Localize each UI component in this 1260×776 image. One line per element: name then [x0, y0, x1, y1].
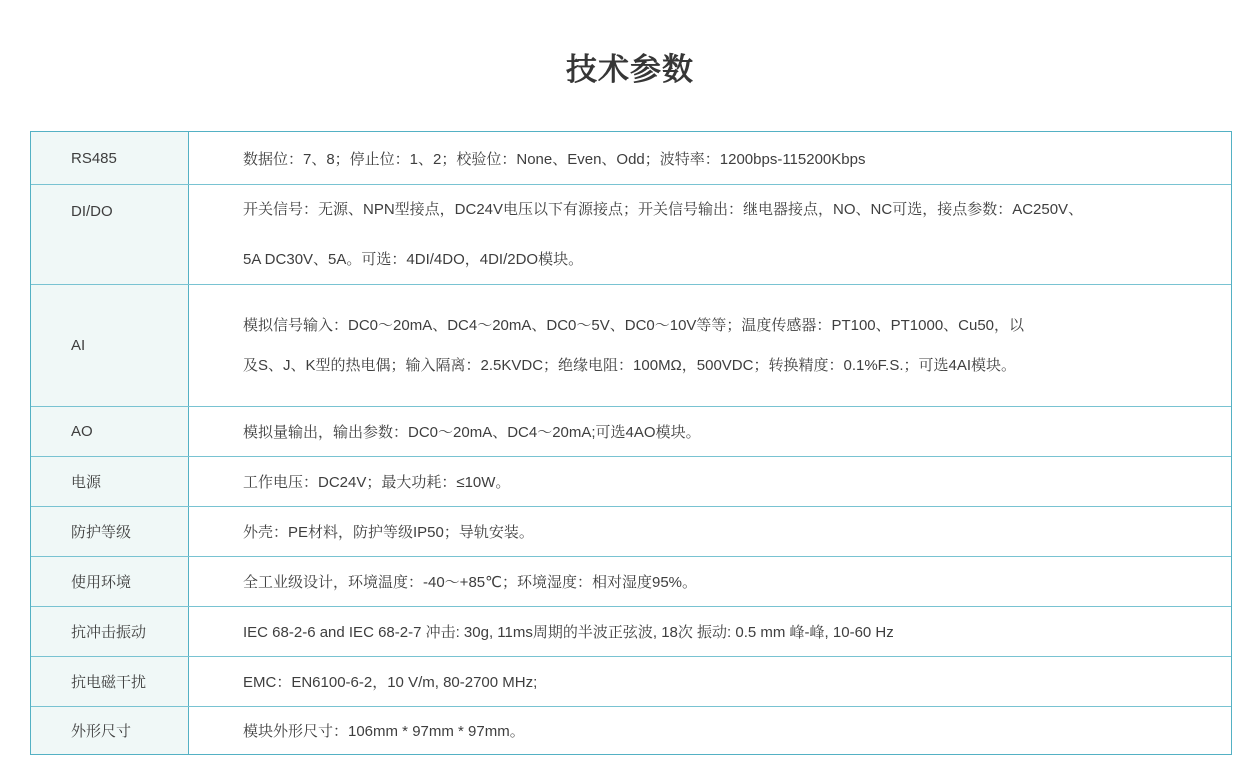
row-value: [189, 557, 1231, 606]
row-value: [189, 132, 1231, 184]
table-row-environment: [31, 556, 1231, 606]
row-value-line: EMC：EN6100-6-2，10 V/m, 80-2700 MHz;: [243, 674, 538, 691]
row-value-line: 5A DC30V、5A。可选：4DI/4DO，4DI/2DO模块。: [243, 250, 584, 268]
row-label: 使用环境: [31, 557, 189, 606]
row-value: [189, 185, 1231, 284]
row-value: [189, 507, 1231, 556]
table-row-power: [31, 456, 1231, 506]
table-row-dido: [31, 184, 1231, 284]
row-value: [189, 607, 1231, 656]
table-row-shock-vibration: [31, 606, 1231, 656]
table-row-ai: [31, 284, 1231, 406]
row-value-line: IEC 68-2-6 and IEC 68-2-7 冲击: 30g, 11ms周期的半波正弦波, 18次 振动: 0.5 mm 峰-峰, 10-60 Hz: [243, 624, 894, 641]
row-value-line: 模拟量输出，输出参数：DC0～20mA、DC4～20mA;可选4AO模块。: [243, 424, 701, 441]
row-label: 抗电磁干扰: [31, 657, 189, 706]
row-value: [189, 407, 1231, 456]
row-value: [189, 457, 1231, 506]
row-label: 电源: [31, 457, 189, 506]
row-value-line: 模块外形尺寸：106mm * 97mm * 97mm。: [243, 723, 525, 740]
row-value-line: 模拟信号输入：DC0～20mA、DC4～20mA、DC0～5V、DC0～10V等等；温度传感器：PT100、PT1000、Cu50，以: [243, 316, 1025, 334]
row-label: 抗冲击振动: [31, 607, 189, 656]
row-value: [189, 285, 1231, 406]
table-row-rs485: [31, 132, 1231, 184]
table-row-protection: [31, 506, 1231, 556]
row-value: [189, 657, 1231, 706]
row-value-line: 开关信号：无源、NPN型接点，DC24V电压以下有源接点；开关信号输出：继电器接点，NO、NC可选，接点参数：AC250V、: [243, 200, 1084, 218]
row-label: AI: [31, 285, 189, 406]
table-row-dimensions: [31, 706, 1231, 754]
page-title: 技术参数: [566, 52, 694, 87]
row-value-line: 数据位：7、8；停止位：1、2；校验位：None、Even、Odd；波特率：1200bps-115200Kbps: [243, 150, 866, 168]
row-label: 防护等级: [31, 507, 189, 556]
row-label: DI/DO: [31, 185, 189, 284]
table-row-ao: [31, 406, 1231, 456]
row-value-line: 及S、J、K型的热电偶；输入隔离：2.5KVDC；绝缘电阻：100MΩ，500VDC；转换精度：0.1%F.S.；可选4AI模块。: [243, 356, 1017, 374]
row-label: AO: [31, 407, 189, 456]
row-value-line: 全工业级设计，环境温度：-40～+85℃；环境湿度：相对湿度95%。: [243, 574, 697, 591]
row-label: 外形尺寸: [31, 707, 189, 754]
row-value-line: 工作电压：DC24V；最大功耗：≤10W。: [243, 474, 511, 491]
row-value-line: 外壳：PE材料，防护等级IP50；导轨安装。: [243, 524, 534, 541]
row-label: RS485: [31, 132, 189, 184]
row-value: [189, 707, 1231, 754]
table-row-emc: [31, 656, 1231, 706]
spec-table: [30, 131, 1232, 755]
